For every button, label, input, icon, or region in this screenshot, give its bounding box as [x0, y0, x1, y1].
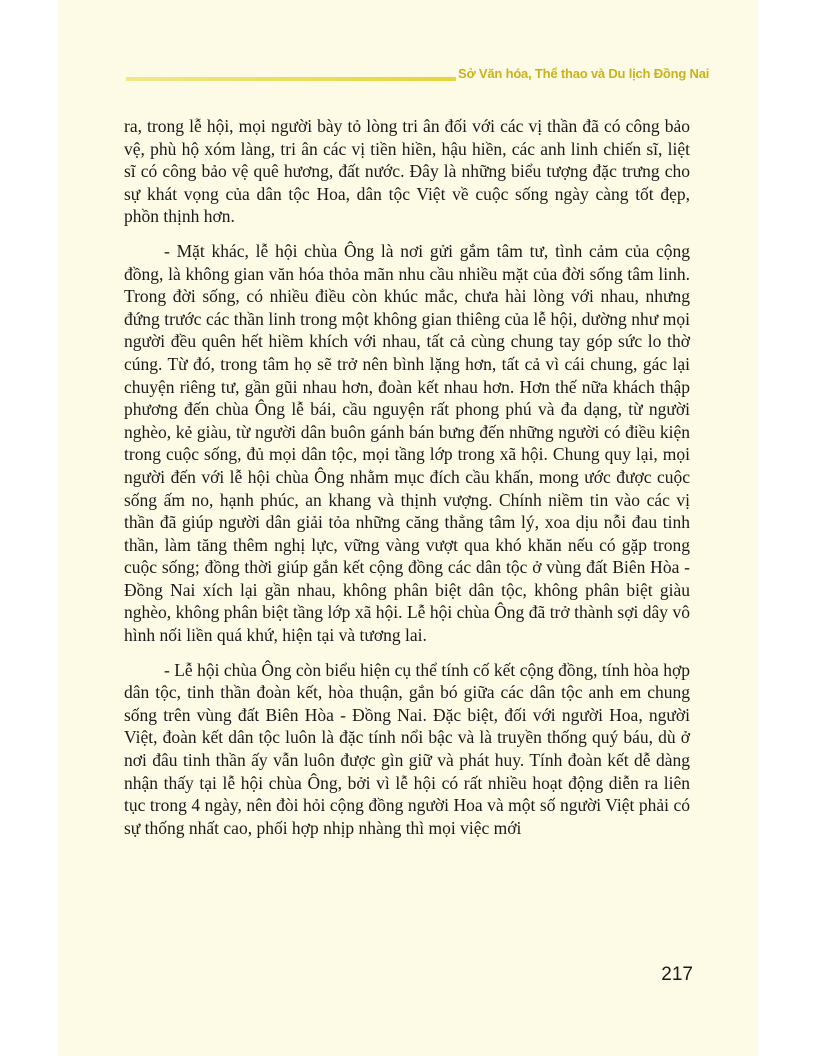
paragraph: ra, trong lễ hội, mọi người bày tỏ lòng tri ân đối với các vị thần đã có công bảo vệ, phù hộ xóm làng, tri ân các vị tiền hiền, hậu hiền, các anh linh chiến sĩ, liệt sĩ có công bảo vệ quê hương, đất nước. Đây là những biểu tượng đặc trưng cho sự khát vọng của dân tộc Hoa, dân tộc Việt về cuộc sống ngày càng tốt đẹp, phồn thịnh hơn. [124, 116, 690, 227]
page-number: 217 [661, 964, 693, 985]
paragraph: - Mặt khác, lễ hội chùa Ông là nơi gửi gắm tâm tư, tình cảm của cộng đồng, là không gian văn hóa thỏa mãn nhu cầu nhiều mặt của đời sống tâm linh. Trong đời sống, có nhiều điều còn khúc mắc, chưa hài lòng với nhau, nhưng đứng trước các thần linh trong một không gian thiêng của lễ hội, dường như mọi người đều quên hết hiềm khích với nhau, tất cả cùng chung tay góp sức lo thờ cúng. Từ đó, trong tâm họ sẽ trở nên bình lặng hơn, tất cả vì cái chung, gác lại chuyện riêng tư, gần gũi nhau hơn, đoàn kết nhau hơn. Hơn thế nữa khách thập phương đến chùa Ông lễ bái, cầu nguyện rất phong phú và đa dạng, từ người nghèo, kẻ giàu, từ người dân buôn gánh bán bưng đến những người có điều kiện trong cuộc sống, đủ mọi dân tộc, mọi tầng lớp trong xã hội. Chung quy lại, mọi người đến với lễ hội chùa Ông nhằm mục đích cầu khấn, mong ước được cuộc sống ấm no, hạnh phúc, an khang và thịnh vượng. Chính niềm tin vào các vị thần đã giúp người dân giải tỏa những căng thẳng tâm lý, xoa dịu nỗi đau tinh thần, làm tăng thêm nghị lực, vững vàng vượt qua khó khăn nếu có gặp trong cuộc sống; đồng thời giúp gắn kết cộng đồng các dân tộc ở vùng đất Biên Hòa - Đồng Nai xích lại gần nhau, không phân biệt dân tộc, không phân biệt giàu nghèo, không phân biệt tầng lớp xã hội. Lễ hội chùa Ông đã trở thành sợi dây vô hình nối liền quá khứ, hiện tại và tương lai. [124, 240, 690, 646]
running-header: Sở Văn hóa, Thể thao và Du lịch Đồng Nai [458, 66, 710, 81]
body-text [124, 115, 690, 851]
header-rule [126, 77, 456, 81]
paragraph: - Lễ hội chùa Ông còn biểu hiện cụ thể tính cố kết cộng đồng, tính hòa hợp dân tộc, tinh thần đoàn kết, hòa thuận, gắn bó giữa các dân tộc anh em chung sống trên vùng đất Biên Hòa - Đồng Nai. Đặc biệt, đối với người Hoa, người Việt, đoàn kết dân tộc luôn là đặc tính nổi bậc và là truyền thống quý báu, dù ở nơi đâu tinh thần ấy vẫn luôn được gìn giữ và phát huy. Tính đoàn kết dễ dàng nhận thấy tại lễ hội chùa Ông, bởi vì lễ hội có rất nhiều hoạt động diễn ra liên tục trong 4 ngày, nên đòi hỏi cộng đồng người Hoa và một số người Việt phải có sự thống nhất cao, phối hợp nhịp nhàng thì mọi việc mới [124, 659, 690, 838]
